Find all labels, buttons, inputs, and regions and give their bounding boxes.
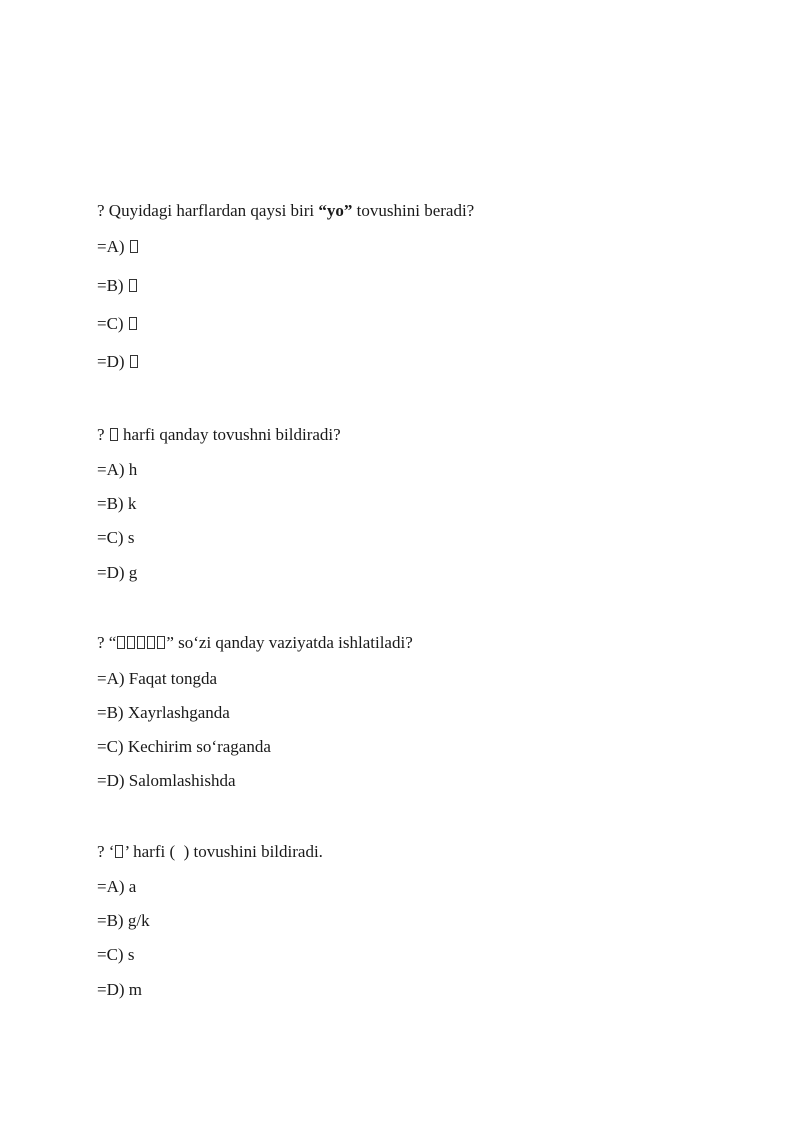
question-1-option-d (97, 352, 139, 372)
option-text: Salomlashishda (128, 771, 236, 790)
missing-glyph-icon (117, 636, 125, 649)
option-text: k (127, 494, 137, 513)
option-label: =A) (97, 237, 129, 256)
option-label: =B) (97, 276, 128, 295)
option-label: =C) (97, 737, 128, 756)
option-label: =B) (97, 911, 128, 930)
missing-glyph-icon (147, 636, 155, 649)
question-1-prompt (97, 201, 474, 221)
question-4-option-d (97, 980, 142, 1000)
option-text: Xayrlashganda (127, 703, 230, 722)
option-label: =A) (97, 877, 129, 896)
option-text: s (127, 945, 135, 964)
option-label: =D) (97, 980, 129, 999)
question-2-option-d (97, 563, 137, 583)
question-3-prompt (97, 633, 413, 653)
option-label: =C) (97, 314, 128, 333)
question-2-option-c (97, 528, 134, 548)
option-label: =B) (97, 494, 128, 513)
question-4-option-a (97, 877, 136, 897)
missing-glyph-icon (130, 240, 138, 253)
option-text: Kechirim so‘raganda (127, 737, 271, 756)
question-4-option-b (97, 911, 150, 931)
option-label: =A) (97, 460, 129, 479)
missing-glyph-icon (130, 355, 138, 368)
missing-glyph-icon (129, 279, 137, 292)
missing-glyph-icon (115, 845, 123, 858)
question-2-option-b (97, 494, 136, 514)
option-label: =B) (97, 703, 128, 722)
question-4-text-end: ’ harfi ( ) tovushini bildiradi. (124, 842, 323, 861)
option-text: g (128, 563, 138, 582)
option-label: =D) (97, 352, 129, 371)
option-text: Faqat tongda (128, 669, 218, 688)
missing-glyph-icon (110, 428, 118, 441)
question-4-option-c (97, 945, 134, 965)
question-1-option-b (97, 276, 138, 296)
option-label: =A) (97, 669, 129, 688)
question-3-option-c (97, 737, 271, 757)
missing-glyph-icon (137, 636, 145, 649)
option-label: =D) (97, 563, 129, 582)
question-3-option-b (97, 703, 230, 723)
option-label: =C) (97, 528, 128, 547)
question-3-text-end: ” so‘zi qanday vaziyatda ishlatiladi? (166, 633, 413, 652)
question-3-text: ? “ (97, 633, 117, 652)
option-text: a (128, 877, 137, 896)
option-text: g/k (127, 911, 150, 930)
option-text: s (127, 528, 135, 547)
question-4-prompt (97, 842, 323, 862)
question-2-text: ? (97, 425, 109, 444)
question-4-text: ? ‘ (97, 842, 115, 861)
missing-glyph-icon (127, 636, 135, 649)
option-text: h (128, 460, 138, 479)
question-1-text: ? Quyidagi harflardan qaysi biri (97, 201, 319, 220)
question-3-option-d (97, 771, 236, 791)
question-1-text-end: tovushini beradi? (352, 201, 475, 220)
question-1-bold-term: “yo” (318, 201, 353, 220)
missing-glyph-icon (129, 317, 137, 330)
option-text: m (128, 980, 143, 999)
question-3-option-a (97, 669, 217, 689)
question-2-prompt (97, 425, 341, 445)
question-1-option-c (97, 314, 138, 334)
question-2-option-a (97, 460, 137, 480)
question-2-text-end: harfi qanday tovushni bildiradi? (118, 425, 341, 444)
question-1-option-a (97, 237, 139, 257)
missing-glyph-icon (157, 636, 165, 649)
option-label: =C) (97, 945, 128, 964)
option-label: =D) (97, 771, 129, 790)
